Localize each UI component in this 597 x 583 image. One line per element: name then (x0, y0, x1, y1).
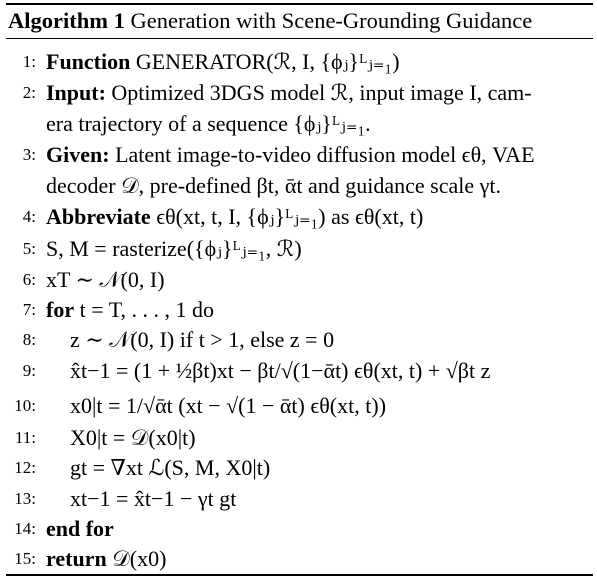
line-text: for t = T, . . . , 1 do (46, 297, 215, 322)
line-text: decoder 𝒟, pre-defined βt, ᾱt and guidance scale γt. (46, 173, 501, 198)
line-text: gt = ∇xt ℒ(S, M, X0|t) (70, 455, 271, 480)
line-number: 9: (22, 361, 36, 380)
line-number: 10: (14, 396, 36, 415)
line-number: 6: (22, 270, 36, 289)
bottom-rule (6, 574, 593, 576)
algorithm-label: Algorithm 1 (8, 8, 125, 33)
caption-rule (6, 38, 593, 39)
line-text: S, M = rasterize({ϕⱼ}ᴸⱼ₌₁, ℛ) (46, 236, 302, 261)
line-number: 5: (22, 239, 36, 258)
line-number: 12: (14, 458, 36, 477)
line-text: x0|t = 1/√ᾱt (xt − √(1 − ᾱt) ϵθ(xt, t)) (70, 393, 387, 418)
line-text: Input: Optimized 3DGS model ℛ, input image I, cam- (46, 80, 532, 105)
line-text: era trajectory of a sequence {ϕⱼ}ᴸⱼ₌₁. (46, 111, 371, 136)
line-number: 4: (22, 207, 36, 226)
line-text: return 𝒟(x0) (46, 546, 167, 571)
line-text: Abbreviate ϵθ(xt, t, I, {ϕⱼ}ᴸⱼ₌₁) as ϵθ(xt, t) (46, 204, 424, 229)
line-number: 15: (14, 549, 36, 568)
line-text: xt−1 = x̂t−1 − γt gt (70, 486, 237, 511)
line-text: X0|t = 𝒟(x0|t) (70, 425, 196, 450)
line-number: 14: (14, 519, 36, 538)
line-text: z ∼ 𝒩(0, I) if t > 1, else z = 0 (70, 327, 335, 352)
line-number: 2: (22, 83, 36, 102)
algorithm-title: Generation with Scene-Grounding Guidance (130, 8, 533, 33)
line-number: 8: (22, 330, 36, 349)
algorithm-caption (8, 6, 532, 36)
line-number: 11: (14, 428, 36, 447)
line-text: Function GENERATOR(ℛ, I, {ϕⱼ}ᴸⱼ₌₁) (46, 49, 400, 74)
top-rule (6, 3, 593, 5)
line-number: 7: (22, 300, 36, 319)
line-text: end for (46, 516, 114, 541)
line-text: xT ∼ 𝒩(0, I) (46, 267, 165, 292)
line-number: 1: (22, 52, 36, 71)
line-number: 13: (14, 489, 36, 508)
line-number: 3: (22, 145, 36, 164)
line-text: x̂t−1 = (1 + ½βt)xt − βt/√(1−ᾱt) ϵθ(xt, t) + √βt z (70, 358, 491, 383)
line-text: Given: Latent image-to-video diffusion model ϵθ, VAE (46, 142, 535, 167)
